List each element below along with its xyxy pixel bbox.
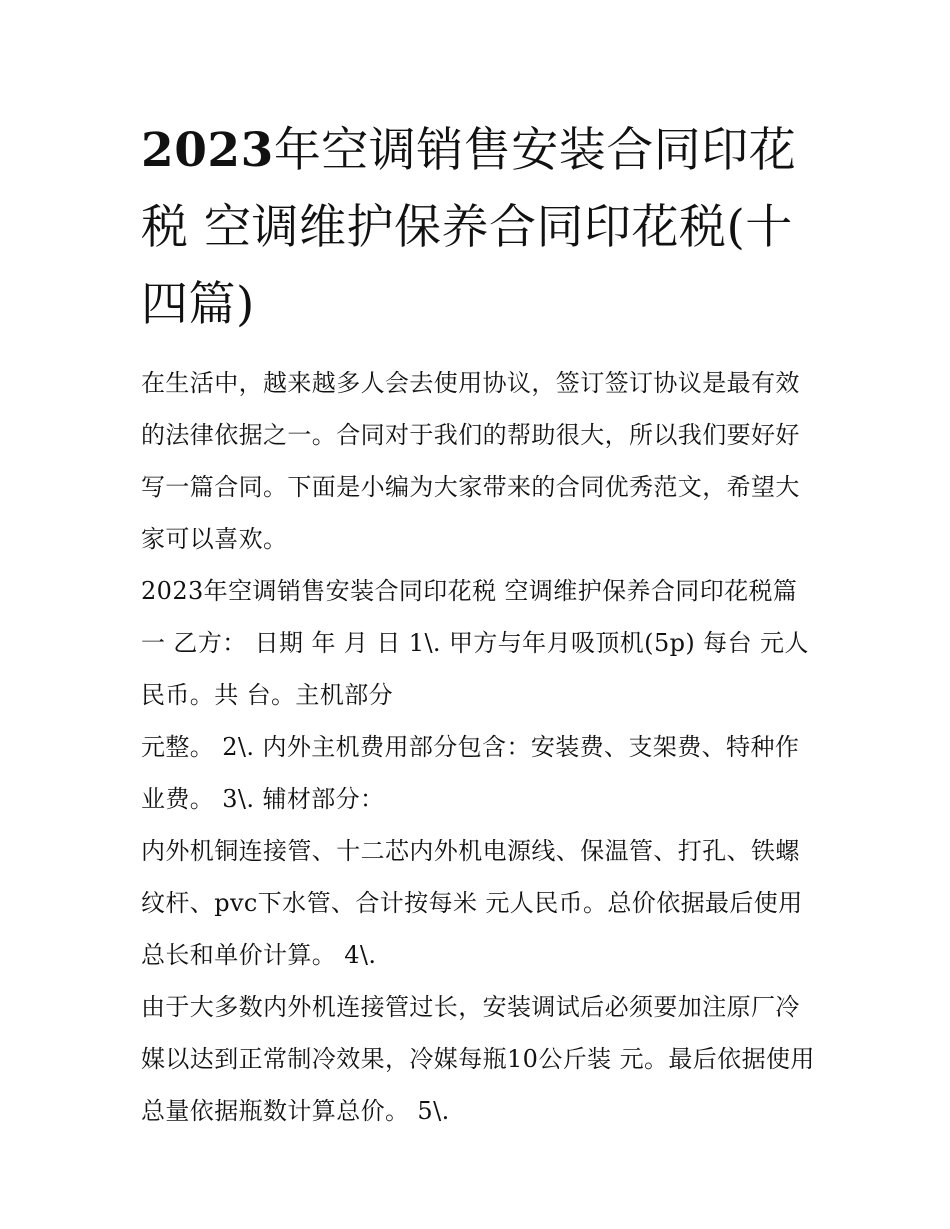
title-text: 年空调销售安装合同印花税 空调维护保养合同印花税(十四篇) (141, 123, 797, 332)
intro-paragraph: 在生活中，越来越多人会去使用协议，签订签订协议是最有效的法律依据之一。合同对于我们的帮助很大，所以我们要好好写一篇合同。下面是小编为大家带来的合同优秀范文，希望大家可以喜欢。 (141, 369, 800, 553)
document-title (141, 112, 816, 343)
body-paragraph-3: 由于大多数内外机连接管过长，安装调试后必须要加注原厂冷媒以达到正常制冷效果，冷媒每瓶10公斤装 元。最后依据使用总量依据瓶数计算总价。 5\. (141, 993, 815, 1125)
title-year: 2023 (141, 123, 274, 178)
body-paragraph-2: 内外机铜连接管、十二芯内外机电源线、保温管、打孔、铁螺纹杆、pvc下水管、合计按每米 元人民币。总价依据最后使用总长和单价计算。 4\. (141, 837, 803, 969)
section-heading-paragraph: 2023年空调销售安装合同印花税 空调维护保养合同印花税篇一 乙方： 日期 年 月 日 1\. 甲方与年月吸顶机(5p) 每台 元人民币。共 台。主机部分 (141, 577, 809, 709)
body-paragraph-1: 元整。 2\. 内外主机费用部分包含：安装费、支架费、特种作业费。 3\. 辅材部分： (141, 733, 800, 813)
document-page (141, 112, 816, 1137)
